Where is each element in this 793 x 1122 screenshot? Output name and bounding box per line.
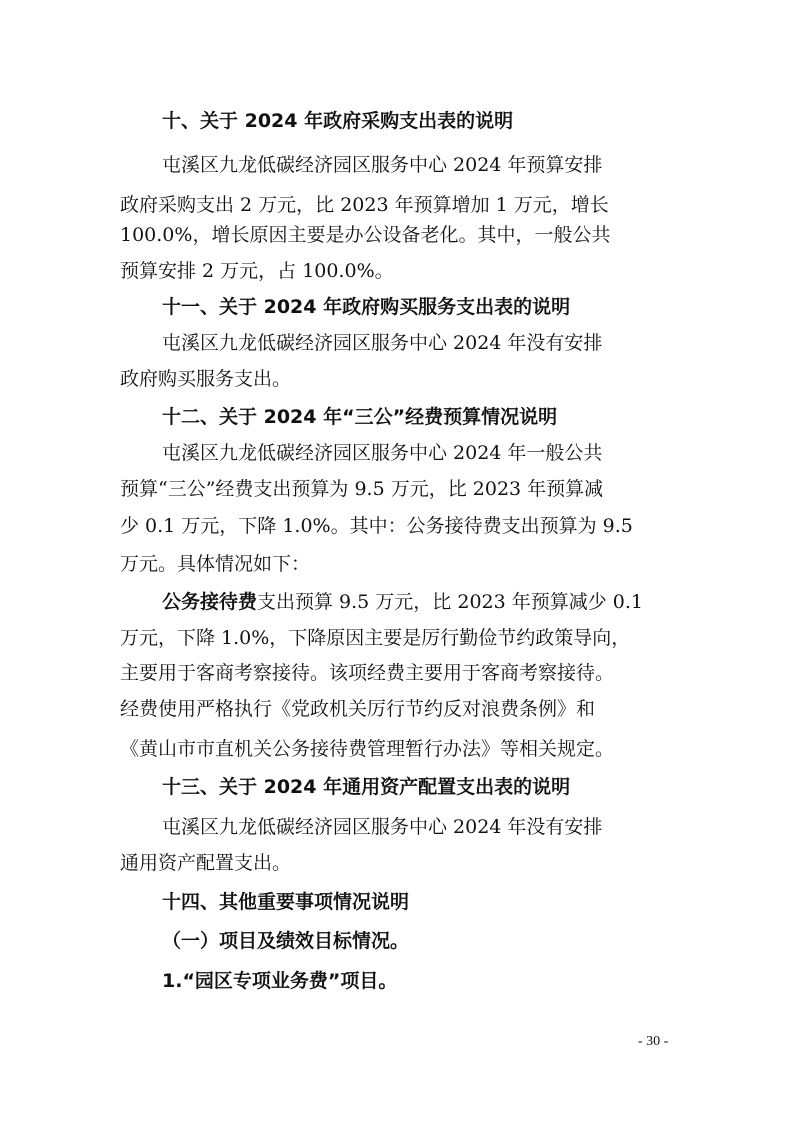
section-heading: 十、关于 2024 年政府采购支出表的说明	[162, 110, 514, 132]
paragraph-line: 主要用于客商考察接待。该项经费主要用于客商考察接待。	[120, 662, 615, 684]
paragraph-line: 预算“三公”经费支出预算为 9.5 万元，比 2023 年预算减	[120, 478, 604, 500]
paragraph-line: 屯溪区九龙低碳经济园区服务中心 2024 年没有安排	[162, 816, 603, 838]
section-heading: 十四、其他重要事项情况说明	[162, 891, 410, 913]
reception-fee-lead: 公务接待费	[162, 591, 258, 613]
section-heading: 十三、关于 2024 年通用资产配置支出表的说明	[162, 776, 571, 798]
paragraph-line: 少 0.1 万元，下降 1.0%。其中：公务接待费支出预算为 9.5	[120, 515, 633, 537]
paragraph-line: 预算安排 2 万元，占 100.0%。	[120, 260, 394, 282]
paragraph-line: 100.0%，增长原因主要是办公设备老化。其中，一般公共	[120, 224, 611, 246]
paragraph-line	[0, 590, 793, 614]
paragraph-line: 万元。具体情况如下：	[120, 553, 311, 575]
paragraph-line: 屯溪区九龙低碳经济园区服务中心 2024 年预算安排	[162, 154, 603, 176]
paragraph-line: 屯溪区九龙低碳经济园区服务中心 2024 年一般公共	[162, 442, 603, 464]
paragraph-line: 经费使用严格执行《党政机关厉行节约反对浪费条例》和	[120, 698, 596, 720]
paragraph-line: 政府购买服务支出。	[120, 368, 292, 390]
section-heading: 十一、关于 2024 年政府购买服务支出表的说明	[162, 296, 571, 318]
subheading: （一）项目及绩效目标情况。	[162, 930, 410, 952]
paragraph-line: 万元，下降 1.0%，下降原因主要是厉行勤俭节约政策导向，	[120, 627, 631, 649]
reception-fee-text: 支出预算 9.5 万元，比 2023 年预算减少 0.1	[257, 591, 644, 613]
paragraph-line: 通用资产配置支出。	[120, 852, 292, 874]
paragraph-line: 政府采购支出 2 万元，比 2023 年预算增加 1 万元，增长	[120, 194, 609, 216]
subheading: 1.“园区专项业务费”项目。	[162, 970, 398, 992]
page-number: - 30 -	[638, 1034, 669, 1049]
paragraph-line: 《黄山市市直机关公务接待费管理暂行办法》等相关规定。	[120, 738, 615, 760]
paragraph-line: 屯溪区九龙低碳经济园区服务中心 2024 年没有安排	[162, 332, 603, 354]
section-heading: 十二、关于 2024 年“三公”经费预算情况说明	[162, 406, 558, 428]
